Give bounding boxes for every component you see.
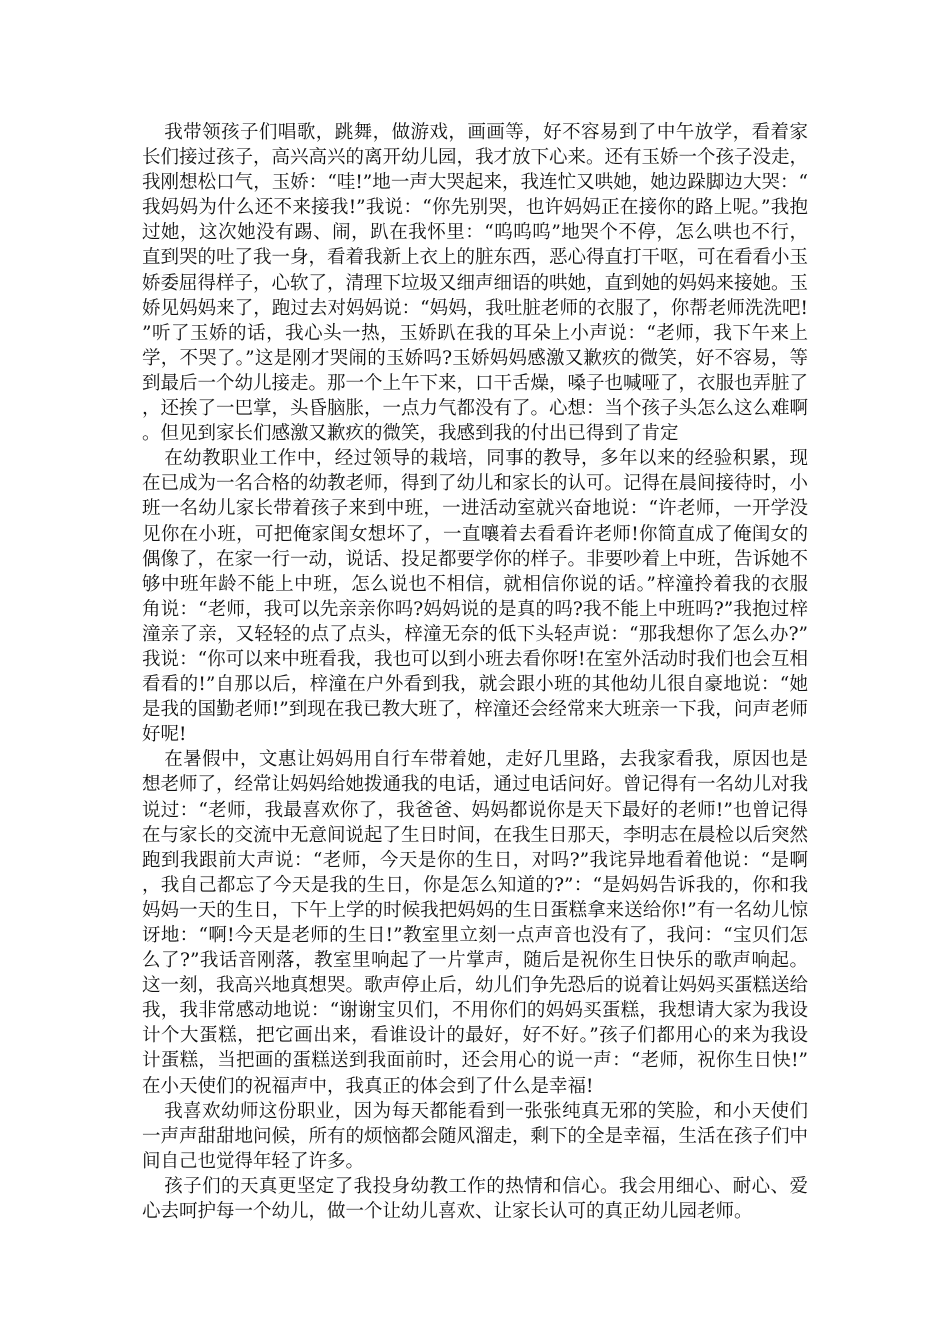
paragraph-1: 我带领孩子们唱歌，跳舞，做游戏，画画等，好不容易到了中午放学，看着家长们接过孩子，高兴高兴的离开幼儿园，我才放下心来。还有玉娇一个孩子没走，我刚想松口气，玉娇：“哇!”地一声大哭起来，我连忙又哄她，她边跺脚边大哭：“我妈妈为什么还不来接我!”我说：“你先别哭，也许妈妈正在接你的路上呢。”我抱过她，这次她没有踢、闹，趴在我怀里：“呜呜呜”地哭个不停，怎么哄也不行，直到哭的吐了我一身，看着我新上衣上的脏东西，恶心得直打干呕，可在看看小玉娇委屈得样子，心软了，清理下垃圾又细声细语的哄她，直到她的妈妈来接她。玉娇见妈妈来了，跑过去对妈妈说：“妈妈，我吐脏老师的衣服了，你帮老师洗洗吧!”听了玉娇的话，我心头一热，玉娇趴在我的耳朵上小声说：“老师，我下午来上学，不哭了。”这是刚才哭闹的玉娇吗?玉娇妈妈感激又歉疚的微笑，好不容易，等到最后一个幼儿接走。那一个上午下来，口干舌燥，嗓子也喊哑了，衣服也弄脏了，还挨了一巴掌，头昏脑胀，一点力气都没有了。心想：当个孩子头怎么这么难啊。但见到家长们感激又歉疚的微笑，我感到我的付出已得到了肯定 [142, 122, 809, 445]
paragraph-2: 在幼教职业工作中，经过领导的栽培，同事的教导，多年以来的经验积累，现在已成为一名合格的幼教老师，得到了幼儿和家长的认可。记得在晨间接待时，小班一名幼儿家长带着孩子来到中班，一进活动室就兴奋地说：“许老师，一开学没见你在小班，可把俺家闺女想坏了，一直嚷着去看看许老师!你简直成了俺闺女的偶像了，在家一行一动，说话、投足都要学你的样子。非要吵着上中班，告诉她不够中班年龄不能上中班，怎么说也不相信，就相信你说的话。”梓潼拎着我的衣服角说：“老师，我可以先亲亲你吗?妈妈说的是真的吗?我不能上中班吗?”我抱过梓潼亲了亲，又轻轻的点了点头，梓潼无奈的低下头轻声说：“那我想你了怎么办?”我说：“你可以来中班看我，我也可以到小班去看你呀!在室外活动时我们也会互相看看的!”自那以后，梓潼在户外看到我，就会跟小班的其他幼儿很自豪地说：“她是我的国勤老师!”到现在我已教大班了，梓潼还会经常来大班亲一下我，问声老师好呢! [142, 448, 809, 746]
paragraph-3: 在暑假中，文惠让妈妈用自行车带着她，走好几里路，去我家看我，原因也是想老师了，经常让妈妈给她拨通我的电话，通过电话问好。曾记得有一名幼儿对我说过：“老师，我最喜欢你了，我爸爸、妈妈都说你是天下最好的老师!”也曾记得在与家长的交流中无意间说起了生日时间，在我生日那天，李明志在晨检以后突然跑到我跟前大声说：“老师，今天是你的生日，对吗?”我诧异地看着他说：“是啊，我自己都忘了今天是我的生日，你是怎么知道的?”：“是妈妈告诉我的，你和我妈妈一天的生日，下午上学的时候我把妈妈的生日蛋糕拿来送给你!”有一名幼儿惊讶地：“啊!今天是老师的生日!”教室里立刻一点声音也没有了，我问：“宝贝们怎么了?”我话音刚落，教室里响起了一片掌声，随后是祝你生日快乐的歌声响起。这一刻，我高兴地真想哭。歌声停止后，幼儿们争先恐后的说着让妈妈买蛋糕送给我，我非常感动地说：“谢谢宝贝们，不用你们的妈妈买蛋糕，我想请大家为我设计个大蛋糕，把它画出来，看谁设计的最好，好不好。”孩子们都用心的来为我设计蛋糕，当把画的蛋糕送到我面前时，还会用心的说一声：“老师，祝你生日快!”在小天使们的祝福声中，我真正的体会到了什么是幸福! [142, 749, 809, 1097]
document-body [142, 120, 808, 1224]
paragraph-4: 我喜欢幼师这份职业，因为每天都能看到一张张纯真无邪的笑脸，和小天使们一声声甜甜地问候，所有的烦恼都会随风溜走，剩下的全是幸福，生活在孩子们中间自己也觉得年轻了许多。 [142, 1100, 809, 1172]
paragraph-5: 孩子们的天真更坚定了我投身幼教工作的热情和信心。我会用细心、耐心、爱心去呵护每一个幼儿，做一个让幼儿喜欢、让家长认可的真正幼儿园老师。 [142, 1175, 808, 1223]
